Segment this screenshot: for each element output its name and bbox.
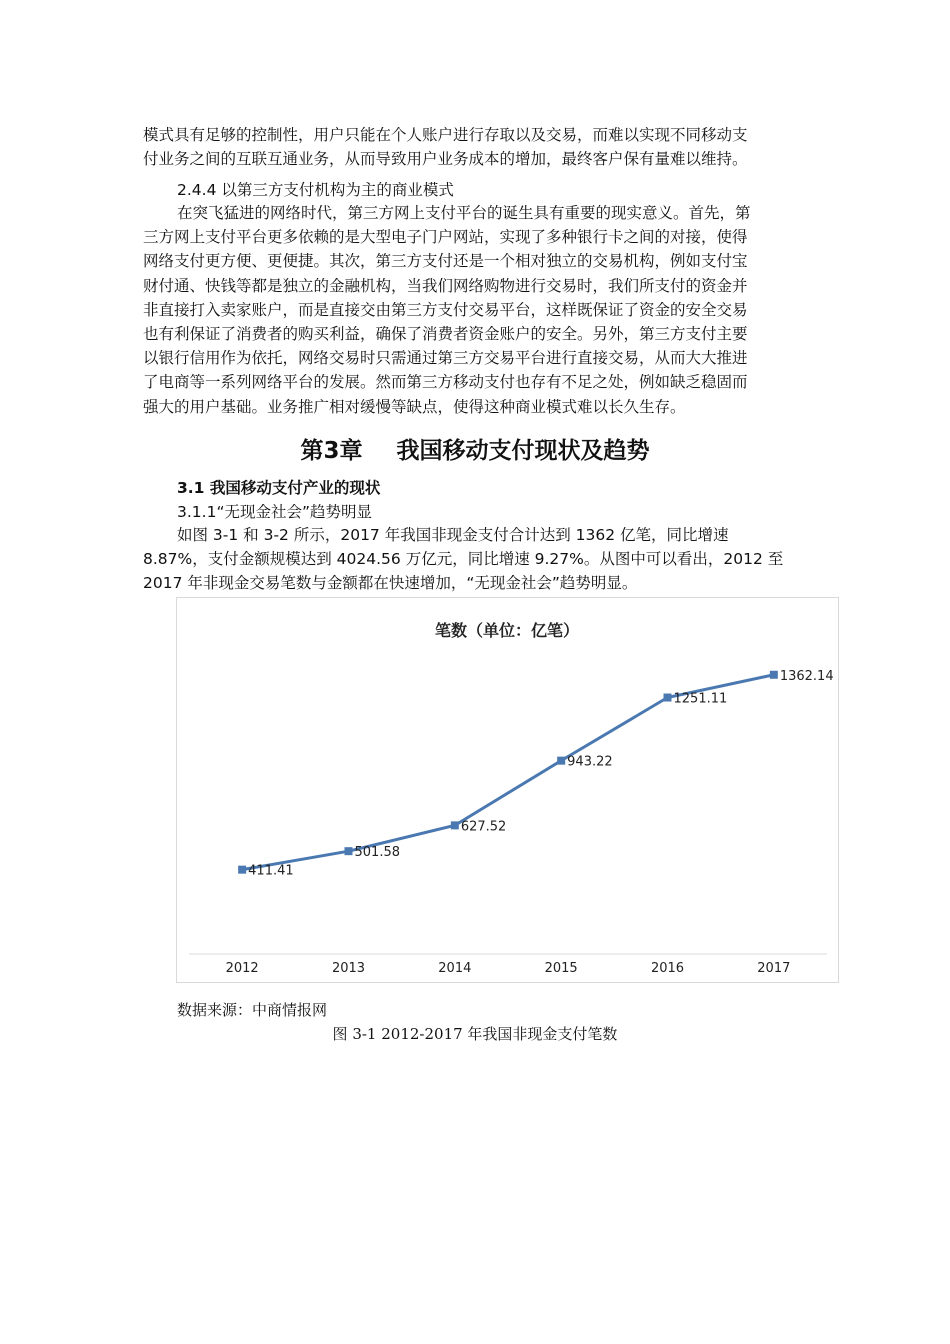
chart-container [176, 597, 839, 983]
chart-title: 笔数（单位：亿笔） [434, 621, 580, 640]
data-label: 411.41 [248, 863, 294, 879]
line-chart [177, 598, 838, 982]
figure-caption: 图 3-1 2012-2017 年我国非现金支付笔数 [332, 1025, 618, 1043]
text-line: 三方网上支付平台更多依赖的是大型电子门户网站，实现了多种银行卡之间的对接，使得 [143, 228, 748, 247]
text-line: 强大的用户基础。业务推广相对缓慢等缺点，使得这种商业模式难以长久生存。 [143, 397, 686, 416]
paragraph-business-model-end [143, 123, 808, 171]
x-tick-label: 2015 [544, 961, 578, 976]
text-line: 非直接打入卖家账户，而是直接交由第三方支付交易平台，这样既保证了资金的安全交易 [143, 300, 748, 319]
paragraph-cashless-society [143, 523, 808, 596]
text-line: 以银行信用作为依托，网络交易时只需通过第三方交易平台进行直接交易，从而大大推进 [143, 349, 748, 368]
data-label: 943.22 [567, 754, 613, 770]
data-point-marker [345, 847, 353, 855]
text-line: 如图 3-1 和 3-2 所示，2017 年我国非现金支付合计达到 1362 亿笔，同比增速 [177, 526, 729, 544]
data-point-marker [451, 821, 459, 829]
data-label: 627.52 [460, 819, 507, 835]
data-point-marker [238, 866, 246, 874]
x-axis-ticks [226, 961, 791, 976]
text-line: 8.87%，支付金额规模达到 4024.56 万亿元，同比增速 9.27%。从图中可以看出，2012 至 [143, 550, 784, 569]
text-line: 网络支付更方便、更便捷。其次，第三方支付还是一个相对独立的交易机构，例如支付宝 [143, 252, 748, 271]
section-heading-3-1: 3.1 我国移动支付产业的现状 [177, 479, 381, 497]
section-heading-2-4-4: 2.4.4 以第三方支付机构为主的商业模式 [177, 181, 454, 199]
x-tick-label: 2013 [331, 961, 366, 976]
data-point-marker [557, 757, 565, 765]
data-label: 1362.14 [779, 668, 834, 684]
text-line: 也有利保证了消费者的购买利益，确保了消费者资金账户的安全。另外，第三方支付主要 [143, 324, 748, 343]
text-line: 2017 年非现金交易笔数与金额都在快速增加，“无现金社会”趋势明显。 [143, 574, 638, 593]
text-line: 了电商等一系列网络平台的发展。然而第三方移动支付也存有不足之处，例如缺乏稳固而 [143, 373, 748, 392]
x-tick-label: 2012 [225, 961, 259, 976]
x-tick-label: 2014 [438, 961, 472, 976]
section-heading-3-1-1: 3.1.1“无现金社会”趋势明显 [177, 503, 372, 521]
x-tick-label: 2017 [757, 961, 791, 976]
data-label: 501.58 [354, 845, 400, 861]
chapter-title [0, 432, 950, 465]
text-line: 模式具有足够的控制性，用户只能在个人账户进行存取以及交易，而难以实现不同移动支 [143, 126, 748, 144]
x-tick-label: 2016 [650, 961, 685, 976]
data-point-marker [770, 671, 778, 679]
data-point-marker [664, 694, 672, 702]
text-line: 付业务之间的互联互通业务，从而导致用户业务成本的增加，最终客户保有量难以维持。 [143, 150, 748, 169]
data-source-note: 数据来源：中商情报网 [177, 1001, 328, 1019]
paragraph-third-party-payment [143, 201, 808, 419]
chapter-name: 我国移动支付现状及趋势 [396, 438, 650, 464]
text-line: 在突飞猛进的网络时代，第三方网上支付平台的诞生具有重要的现实意义。首先，第 [177, 204, 751, 222]
data-label: 1251.11 [673, 691, 728, 707]
chapter-number: 第3章 [300, 438, 363, 464]
text-line: 财付通、快钱等都是独立的金融机构，当我们网络购物进行交易时，我们所支付的资金并 [143, 276, 748, 295]
